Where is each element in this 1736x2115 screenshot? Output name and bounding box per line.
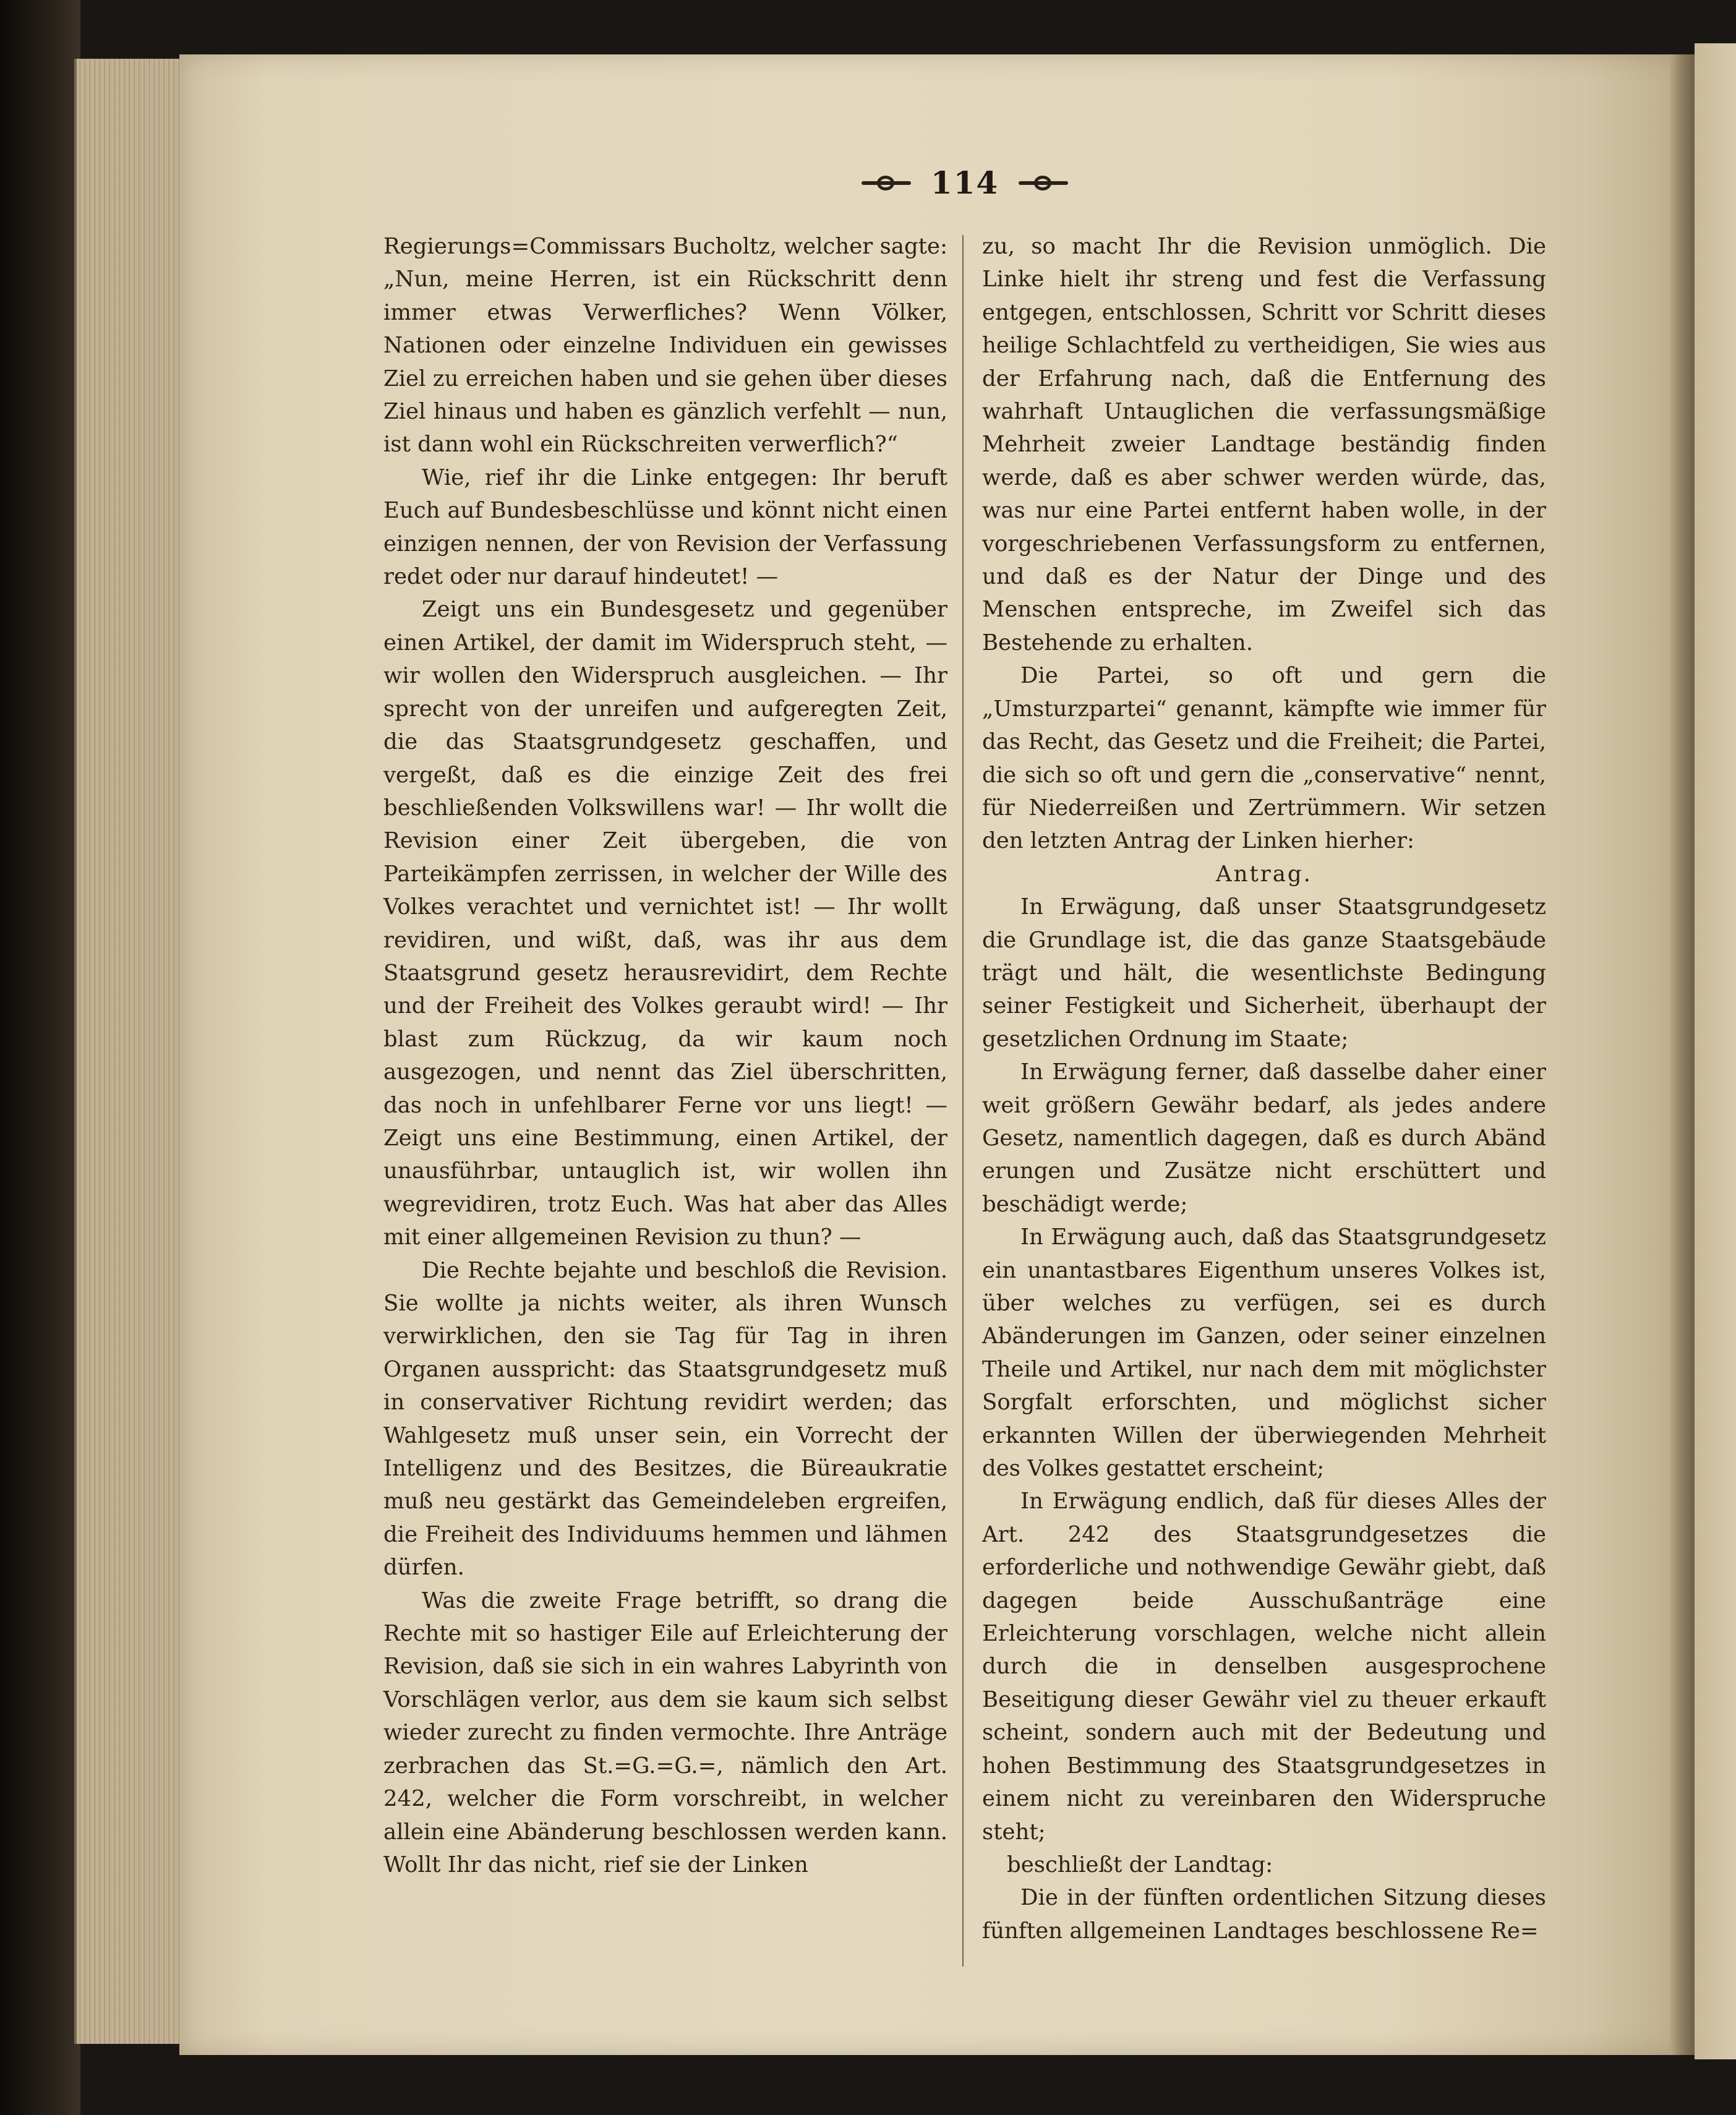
left-ornament-icon <box>855 173 917 192</box>
facing-page-edge <box>1695 43 1736 2066</box>
paragraph: In Erwägung endlich, daß für dieses Alles der Art. 242 des Staatsgrundgesetzes die erforderliche und nothwendige Gewähr giebt, daß dagegen beide Ausschußanträge eine Erleichterung vorschlagen, welche nicht allein durch die in denselben ausgesprochene Beseitigung dieser Gewähr viel zu theuer erkauft scheint, sondern auch mit der Bedeutung und hohen Bestimmung des Staatsgrundgesetzes in einem nicht zu vereinbaren den Widerspruche steht; <box>982 1489 1546 1845</box>
paragraph: In Erwägung auch, daß das Staatsgrundgesetz ein unantastbares Eigenthum unseres Volkes ist, über welches zu verfügen, sei es durch Abänderungen im Ganzen, oder seiner einzelnen Theile und Artikel, nur nach dem mit möglichster Sorgfalt erforschten, und möglichst sicher erkannten Willen der überwiegenden Mehrheit des Volkes gestattet erscheint; <box>982 1224 1546 1482</box>
scan-background <box>1695 2059 1736 2115</box>
paragraph: Zeigt uns ein Bundesgesetz und gegenüber einen Artikel, der damit im Widerspruch steht, — wir wollen den Widerspruch ausgleichen. — Ihr sprecht von der unreifen und aufgeregten Zeit, die das Staatsgrundgesetz geschaffen, und vergeßt, daß es die einzige Zeit des frei beschließenden Volkswillens war! — Ihr wollt die Revision einer Zeit übergeben, die von Parteikämpfen zerrissen, in welcher der Wille des Volkes verachtet und vernichtet ist! — Ihr wollt revidiren, und wißt, daß, was ihr aus dem Staatsgrund gesetz herausrevidirt, dem Rechte und der Freiheit des Volkes geraubt wird! — Ihr blast zum Rückzug, da wir kaum noch ausgezogen, und nennt das Ziel überschritten, das noch in unfehlbarer Ferne vor uns liegt! — Zeigt uns eine Bestimmung, einen Artikel, der unausführbar, untauglich ist, wir wollen ihn wegrevidiren, trotz Euch. Was hat aber das Alles mit einer allgemeinen Revision zu thun? — <box>383 597 947 1250</box>
paragraph: Regierungs=Commissars Bucholtz, welcher sagte: „Nun, meine Herren, ist ein Rückschritt denn immer etwas Verwerfliches? Wenn Völker, Nationen oder einzelne Individuen ein gewisses Ziel zu erreichen haben und sie gehen über dieses Ziel hinaus und haben es gänzlich verfehlt — nun, ist dann wohl ein Rückschreiten verwerflich?“ <box>383 234 947 458</box>
paragraph: Die Rechte bejahte und beschloß die Revision. Sie wollte ja nichts weiter, als ihren Wunsch verwirklichen, den sie Tag für Tag in ihren Organen ausspricht: das Staatsgrundgesetz muß in conservativer Richtung revidirt werden; das Wahlgesetz muß unser sein, ein Vorrecht der Intelligenz und des Besitzes, die Büreaukratie muß neu gestärkt das Gemeindeleben ergreifen, die Freiheit des Individuums hemmen und lähmen dürfen. <box>383 1257 947 1581</box>
paragraph: Wie, rief ihr die Linke entgegen: Ihr beruft Euch auf Bundesbeschlüsse und könnt nicht einen einzigen nennen, der von Revision der Verfassung redet oder nur darauf hindeutet! — <box>383 464 947 590</box>
paragraph: Was die zweite Frage betrifft, so drang die Rechte mit so hastiger Eile auf Erleichterung der Revision, daß sie sich in ein wahres Labyrinth von Vorschlägen verlor, aus dem sie kaum sich selbst wieder zurecht zu finden vermochte. Ihre Anträge zerbrachen das St.=G.=G.=, nämlich den Art. 242, welcher die Form vorschreibt, in welcher allein eine Abänderung beschlossen werden kann. Wollt Ihr das nicht, rief sie der Linken <box>383 1587 947 1878</box>
paragraph: beschließt der Landtag: <box>1007 1852 1273 1878</box>
page-header <box>829 158 1101 207</box>
book-cover-edge <box>0 0 80 2115</box>
paragraph: Die Partei, so oft und gern die „Umsturzpartei“ genannt, kämpfte wie immer für das Recht, das Gesetz und die Freiheit; die Partei, die sich so oft und gern die „conservative“ nennt, für Niederreißen und Zertrümmern. Wir setzen den letzten Antrag der Linken hierher: <box>982 663 1546 854</box>
paragraph: In Erwägung ferner, daß dasselbe daher einer weit größern Gewähr bedarf, als jedes andere Gesetz, namentlich dagegen, daß es durch Abänd erungen und Zusätze nicht erschüttert und beschädigt werde; <box>982 1059 1546 1217</box>
page-number: 114 <box>930 164 999 201</box>
paragraph: Die in der fünften ordentlichen Sitzung dieses fünften allgemeinen Landtages beschlossene Re= <box>982 1885 1546 1944</box>
left-text-column <box>383 230 947 1881</box>
section-heading: Antrag. <box>1216 861 1312 887</box>
book-gutter <box>1670 54 1695 2055</box>
paragraph: In Erwägung, daß unser Staatsgrundgesetz die Grundlage ist, die das ganze Staatsgebäude trägt und hält, die wesentlichste Bedingung seiner Festigkeit und Sicherheit, überhaupt der gesetzlichen Ordnung im Staate; <box>982 894 1546 1052</box>
page-block-edges <box>74 59 194 2044</box>
right-text-column <box>982 230 1546 1947</box>
paragraph: zu, so macht Ihr die Revision unmöglich. Die Linke hielt ihr streng und fest die Verfassung entgegen, entschlossen, Schritt vor Schritt dieses heilige Schlachtfeld zu vertheidigen, Sie wies aus der Erfahrung nach, daß die Entfernung des wahrhaft Untauglichen die verfassungsmäßige Mehrheit zweier Landtage beständig finden werde, daß es aber schwer werden würde, das, was nur eine Partei entfernt haben wolle, in der vorgeschriebenen Verfassungsform zu entfernen, und daß es der Natur der Dinge und des Menschen entspreche, im Zweifel sich das Bestehende zu erhalten. <box>982 234 1546 656</box>
right-ornament-icon <box>1012 173 1074 192</box>
column-divider <box>962 235 964 1967</box>
